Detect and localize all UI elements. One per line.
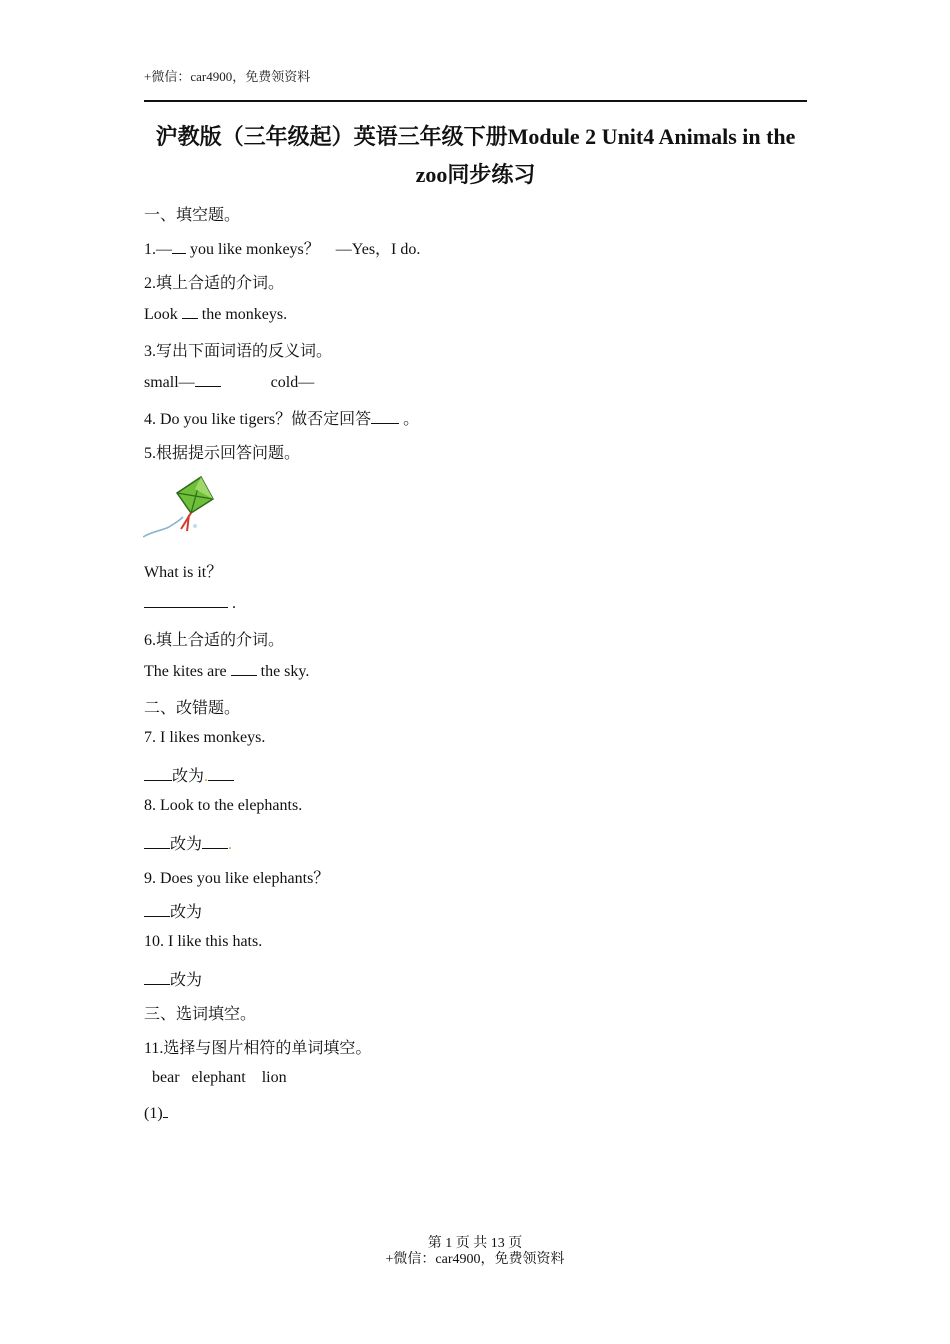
header-rule: [144, 100, 807, 102]
q1-blank[interactable]: [172, 239, 186, 254]
q7-change: 改为: [172, 768, 205, 785]
question-8-fix: 改为 .: [144, 831, 232, 854]
question-3: [144, 372, 314, 392]
question-6: [144, 661, 309, 681]
q3-left: small—: [144, 374, 195, 391]
q4-pre: 4. Do you like tigers？做否定回答: [144, 411, 372, 428]
q7-blank-1[interactable]: [144, 766, 172, 781]
q6-pre: The kites are: [144, 663, 231, 680]
question-6-prompt: 6.填上合适的介词。: [144, 632, 285, 649]
q7-blank-2[interactable]: [208, 766, 234, 781]
page-number: 第 1 页 共 13 页: [427, 1236, 523, 1251]
q1-mid: you like monkeys？ —Yes，I do.: [186, 241, 421, 258]
section2-heading: 二、改错题。: [144, 700, 241, 717]
q6-blank[interactable]: [231, 661, 257, 676]
footer-note: +微信：car4900，免费领资料: [385, 1252, 565, 1267]
q1-pre: 1.—: [144, 241, 172, 258]
q9-blank[interactable]: [144, 902, 170, 917]
kite-image: [143, 473, 215, 541]
q11-sub1-blank[interactable]: [163, 1103, 168, 1118]
section1-heading: 一、填空题。: [144, 207, 241, 224]
question-5-question: What is it？: [144, 564, 223, 581]
q2-pre: Look: [144, 306, 182, 323]
q5-answer-post: .: [228, 595, 236, 612]
question-7: 7. I likes monkeys.: [144, 729, 266, 746]
question-9-fix: [144, 899, 202, 922]
question-7-fix: 改为.: [144, 763, 234, 786]
question-5-answer: [144, 593, 236, 613]
question-8: 8. Look to the elephants.: [144, 797, 303, 814]
q3-blank-1[interactable]: [195, 372, 221, 387]
q5-blank[interactable]: [144, 593, 228, 608]
q8-blank-2[interactable]: [202, 834, 228, 849]
question-3-prompt: 3.写出下面词语的反义词。: [144, 343, 333, 360]
header-note: +微信：car4900，免费领资料: [144, 69, 311, 84]
q3-right: cold—: [270, 374, 315, 391]
title-line-1: 沪教版（三年级起）英语三年级下册Module 2 Unit4 Animals in the: [155, 124, 796, 149]
question-11-word-bank: bear elephant lion: [144, 1069, 287, 1086]
q10-blank[interactable]: [144, 970, 170, 985]
section3-heading: 三、选词填空。: [144, 1006, 257, 1023]
question-11-item-1: [144, 1103, 168, 1123]
q8-blank-1[interactable]: [144, 834, 170, 849]
question-2-prompt: 2.填上合适的介词。: [144, 275, 285, 292]
page-title: [144, 118, 807, 194]
title-line-2: zoo同步练习: [415, 162, 536, 187]
question-1: [144, 236, 420, 259]
q2-blank[interactable]: [182, 304, 198, 319]
q4-post: 。: [399, 411, 420, 428]
question-5-prompt: 5.根据提示回答问题。: [144, 445, 301, 462]
question-2: [144, 304, 287, 324]
q8-change: 改为: [170, 836, 203, 853]
question-10-fix: [144, 967, 202, 990]
q11-sub1-label: (1): [144, 1105, 163, 1122]
q6-post: the sky.: [256, 663, 310, 680]
question-10: 10. I like this hats.: [144, 933, 263, 950]
question-4: [144, 406, 419, 429]
question-9: 9. Does you like elephants？: [144, 870, 330, 887]
q10-change: 改为: [170, 972, 203, 989]
q4-blank[interactable]: [371, 409, 399, 424]
q2-post: the monkeys.: [197, 306, 288, 323]
question-11-prompt: 11.选择与图片相符的单词填空。: [144, 1040, 372, 1057]
q9-change: 改为: [170, 904, 203, 921]
